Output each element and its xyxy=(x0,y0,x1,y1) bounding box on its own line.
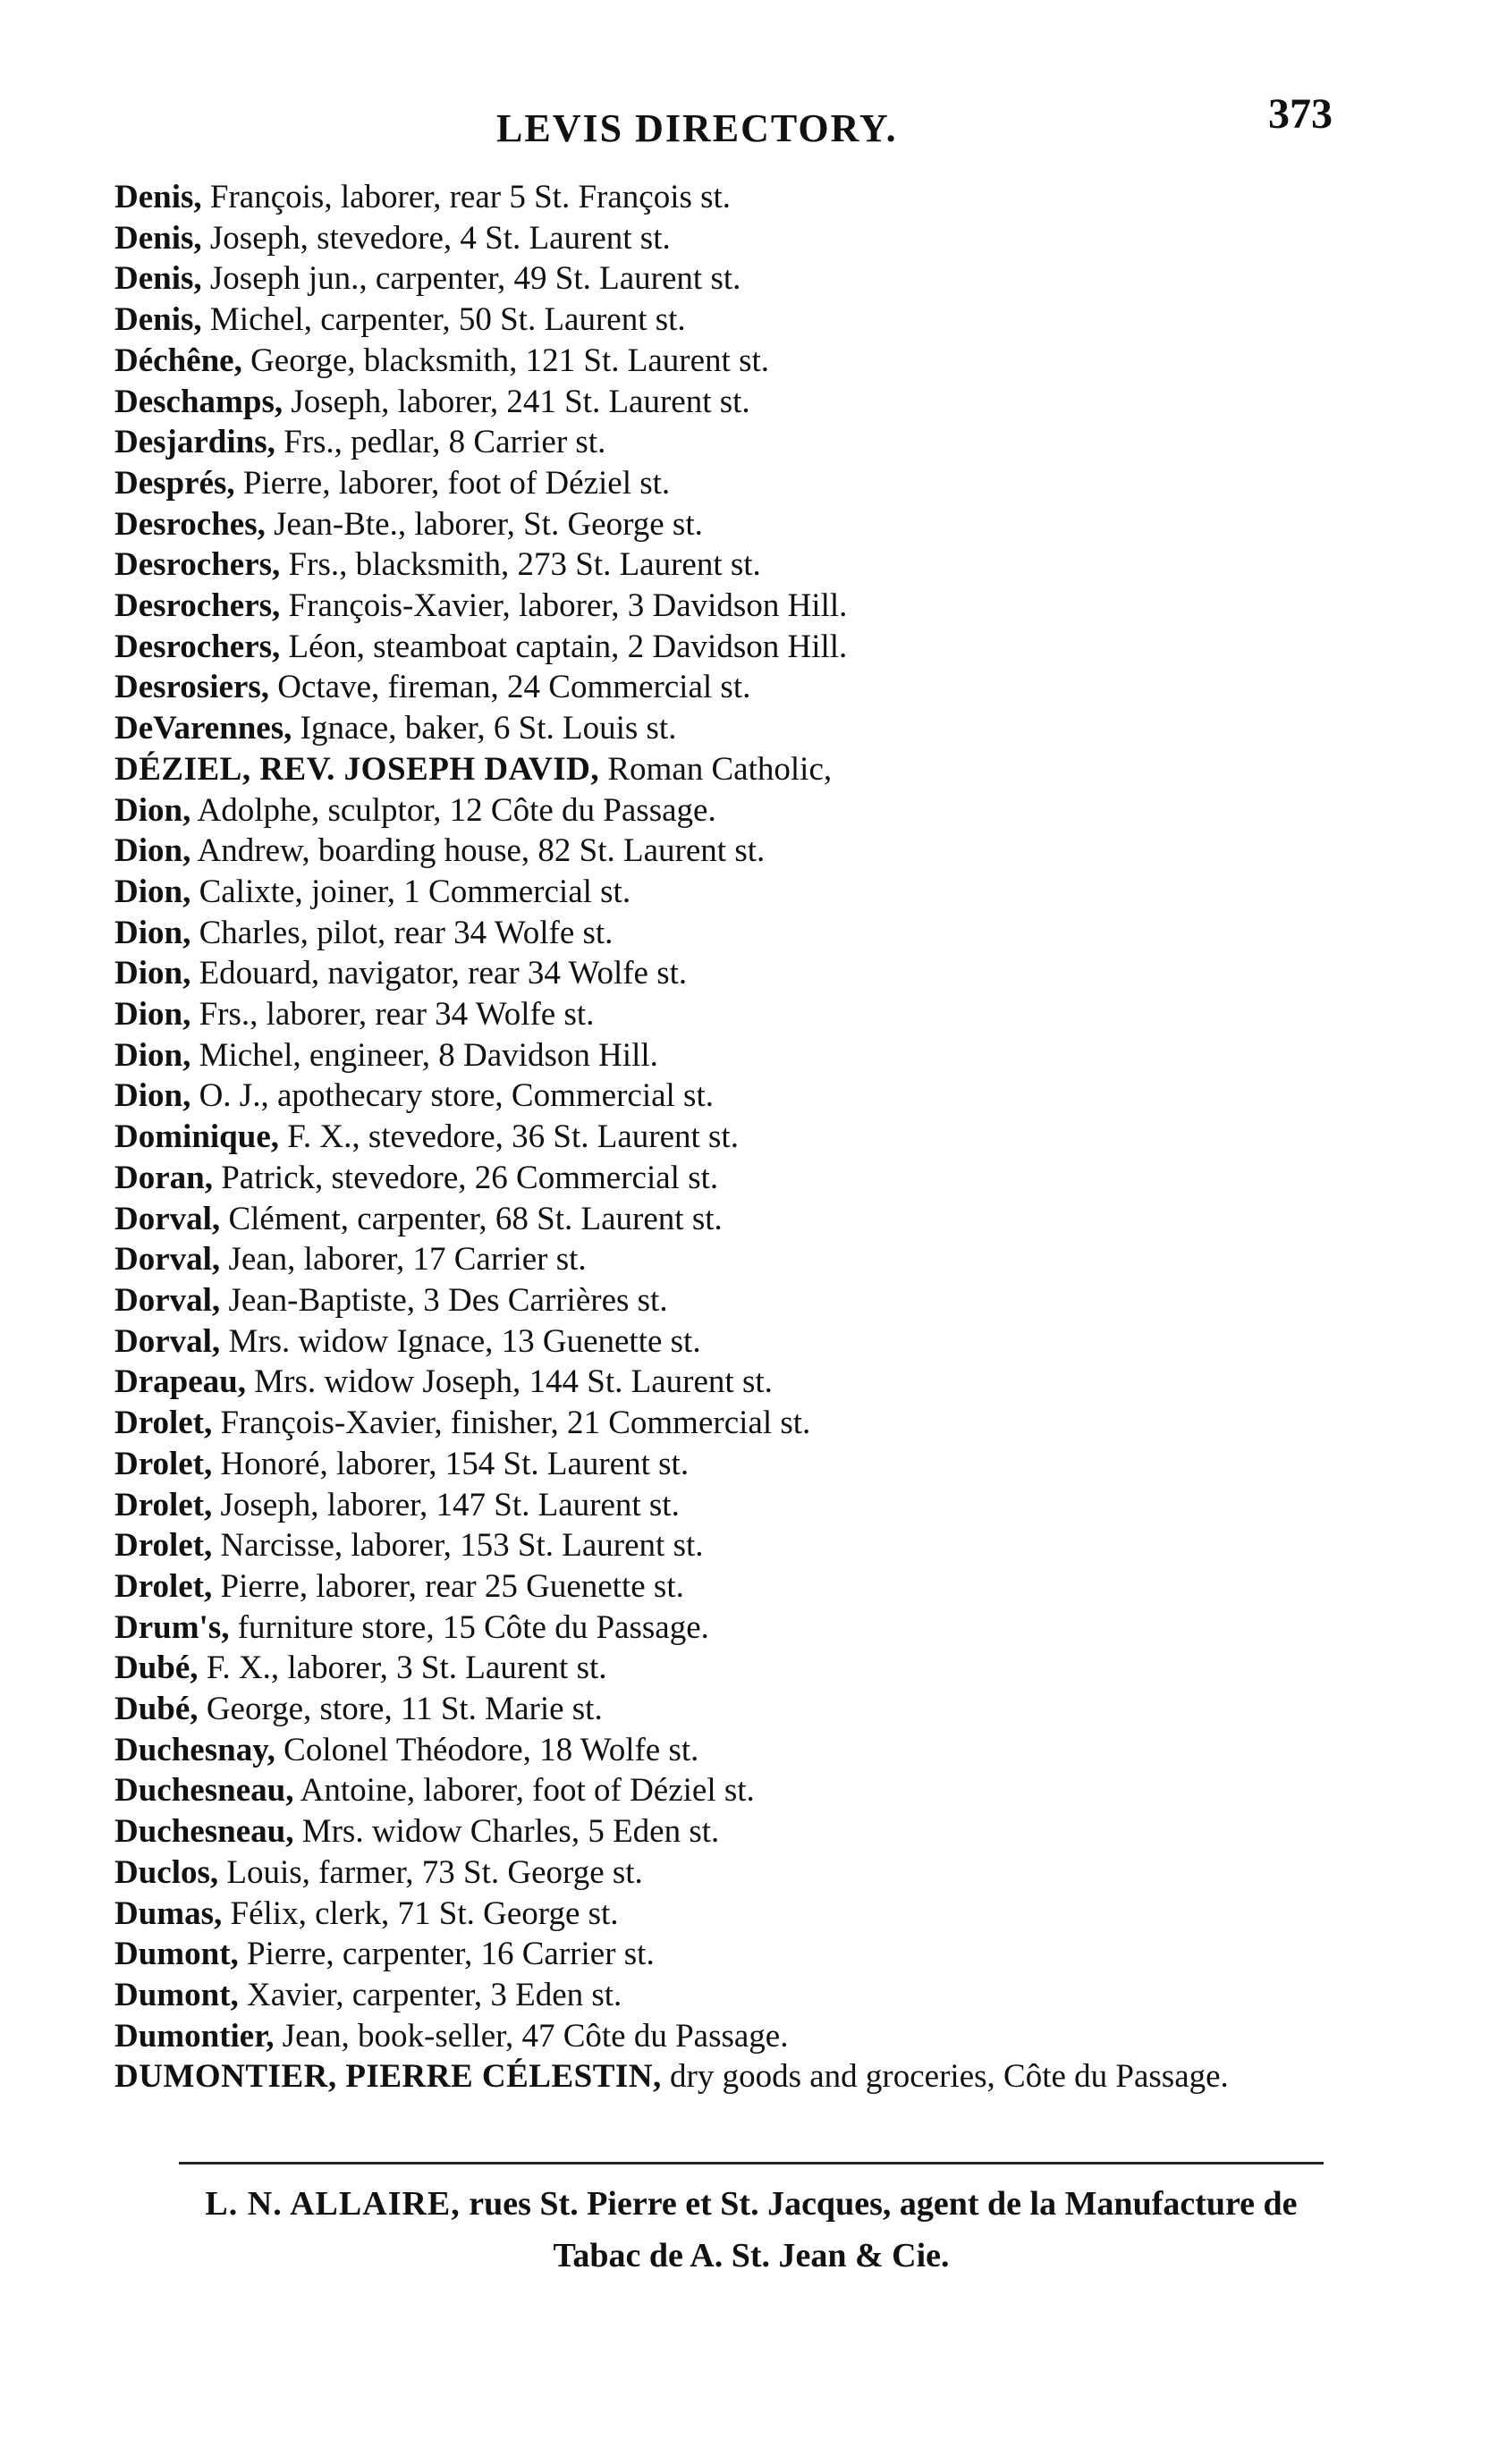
entry-name: Denis, xyxy=(114,301,202,339)
entry-name: Dumont, xyxy=(114,1936,239,1973)
directory-entry xyxy=(114,994,1367,1035)
entry-name: Dubé, xyxy=(114,1650,199,1687)
entry-details: Frs., pedlar, 8 Carrier st. xyxy=(275,424,606,461)
entry-name: Duchesneau, xyxy=(114,1813,294,1851)
entry-details: Michel, carpenter, 50 St. Laurent st. xyxy=(201,301,686,339)
entry-name: Desroches, xyxy=(114,505,266,543)
entry-details: Mrs. widow Ignace, 13 Guenette st. xyxy=(220,1322,701,1360)
directory-entry xyxy=(114,1730,1367,1771)
directory-entry xyxy=(114,1566,1367,1608)
directory-entry xyxy=(114,1076,1367,1117)
entry-details: Narcisse, laborer, 153 St. Laurent st. xyxy=(212,1527,704,1565)
entry-name: Drolet, xyxy=(114,1405,213,1442)
entry-details: Mrs. widow Charles, 5 Eden st. xyxy=(293,1813,720,1851)
entry-details: Patrick, stevedore, 26 Commercial st. xyxy=(212,1159,719,1196)
entry-name: Dorval, xyxy=(114,1281,221,1319)
entry-name: Denis, xyxy=(114,219,202,257)
directory-entry xyxy=(114,749,1367,790)
entry-details: dry goods and groceries, Côte du Passage. xyxy=(661,2058,1229,2096)
directory-entry xyxy=(114,1158,1367,1199)
directory-entry xyxy=(114,1403,1367,1444)
advertisement-name: L. N. ALLAIRE, xyxy=(205,2185,461,2223)
entry-details: Jean, laborer, 17 Carrier st. xyxy=(220,1241,587,1278)
directory-entry xyxy=(114,1485,1367,1526)
entry-name: Deschamps, xyxy=(114,383,284,420)
entry-details: Roman Catholic, xyxy=(599,750,833,788)
running-head: LEVIS DIRECTORY. xyxy=(496,106,898,150)
entry-name: Déchêne, xyxy=(114,342,242,379)
directory-entry xyxy=(114,544,1367,586)
entry-name: Dorval, xyxy=(114,1200,221,1237)
entry-name: Drum's, xyxy=(114,1608,230,1646)
entry-details: Joseph, stevedore, 4 St. Laurent st. xyxy=(201,219,671,257)
entry-details: Mrs. widow Joseph, 144 St. Laurent st. xyxy=(245,1363,773,1401)
entry-name: Duchesnay, xyxy=(114,1731,275,1768)
entry-name: Dion, xyxy=(114,832,191,870)
directory-entry xyxy=(114,300,1367,341)
entry-details: Pierre, laborer, rear 25 Guenette st. xyxy=(212,1567,684,1605)
entry-name: Desrosiers, xyxy=(114,669,269,706)
directory-entry xyxy=(114,1852,1367,1894)
advertisement-text: rues St. Pierre et St. Jacques, agent de la Manufacture de Tabac de A. St. Jean & Cie. xyxy=(460,2185,1298,2274)
entry-details: François-Xavier, laborer, 3 Davidson Hill. xyxy=(280,587,848,625)
entry-name: Drolet, xyxy=(114,1527,213,1565)
entry-details: George, store, 11 St. Marie st. xyxy=(198,1691,603,1728)
entry-details: Frs., blacksmith, 273 St. Laurent st. xyxy=(280,546,761,584)
directory-entry xyxy=(114,1321,1367,1363)
entry-details: Pierre, carpenter, 16 Carrier st. xyxy=(238,1936,655,1973)
entry-details: Jean, book-seller, 47 Côte du Passage. xyxy=(274,2017,789,2055)
entry-name: Dion, xyxy=(114,873,191,910)
entry-details: Louis, farmer, 73 St. George st. xyxy=(218,1853,643,1891)
directory-entry xyxy=(114,1239,1367,1280)
directory-entry xyxy=(114,2016,1367,2057)
directory-entry xyxy=(114,627,1367,668)
entry-name: Desrochers, xyxy=(114,628,281,665)
entry-details: furniture store, 15 Côte du Passage. xyxy=(229,1608,709,1646)
directory-entry xyxy=(114,463,1367,504)
entry-name: Dion, xyxy=(114,1036,191,1074)
entry-details: Edouard, navigator, rear 34 Wolfe st. xyxy=(190,955,688,992)
entry-details: Joseph jun., carpenter, 49 St. Laurent st. xyxy=(201,260,741,298)
entry-name: Desjardins, xyxy=(114,424,275,461)
entry-details: Ignace, baker, 6 St. Louis st. xyxy=(292,710,677,747)
directory-entry xyxy=(114,2056,1367,2097)
directory-entry xyxy=(114,1770,1367,1811)
entry-details: Jean-Bte., laborer, St. George st. xyxy=(265,505,703,543)
directory-entry xyxy=(114,708,1367,749)
directory-entry xyxy=(114,1035,1367,1076)
entry-details: Michel, engineer, 8 Davidson Hill. xyxy=(190,1036,658,1074)
entry-details: François-Xavier, finisher, 21 Commercial st. xyxy=(212,1405,811,1442)
entry-details: Adolphe, sculptor, 12 Côte du Passage. xyxy=(190,791,716,829)
entry-details: Clément, carpenter, 68 St. Laurent st. xyxy=(220,1200,723,1237)
entry-details: O. J., apothecary store, Commercial st. xyxy=(190,1077,714,1115)
entry-name: Desrochers, xyxy=(114,587,281,625)
entry-name: Dumontier, xyxy=(114,2017,275,2055)
directory-entry xyxy=(114,1362,1367,1403)
directory-entry xyxy=(114,831,1367,872)
directory-entry xyxy=(114,177,1367,218)
entry-name: Drolet, xyxy=(114,1445,213,1482)
directory-entry xyxy=(114,913,1367,954)
directory-entry xyxy=(114,1934,1367,1975)
entry-details: F. X., laborer, 3 St. Laurent st. xyxy=(198,1650,607,1687)
entry-details: Calixte, joiner, 1 Commercial st. xyxy=(190,873,631,910)
entry-name: Dominique, xyxy=(114,1118,280,1156)
entry-details: George, blacksmith, 121 St. Laurent st. xyxy=(241,342,769,379)
entry-details: Colonel Théodore, 18 Wolfe st. xyxy=(275,1731,699,1768)
entry-details: Honoré, laborer, 154 St. Laurent st. xyxy=(212,1445,690,1482)
entry-name: Dion, xyxy=(114,791,191,829)
directory-entry xyxy=(114,586,1367,627)
entry-name: Desrochers, xyxy=(114,546,281,584)
entry-name: Dion, xyxy=(114,914,191,951)
directory-entry xyxy=(114,667,1367,708)
directory-entry xyxy=(114,258,1367,300)
entry-name: Drolet, xyxy=(114,1567,213,1605)
entry-name: Duclos, xyxy=(114,1853,219,1891)
directory-entry xyxy=(114,1117,1367,1158)
entry-name: Dion, xyxy=(114,955,191,992)
entry-details: Xavier, carpenter, 3 Eden st. xyxy=(238,1976,622,2013)
entry-details: F. X., stevedore, 36 St. Laurent st. xyxy=(279,1118,739,1156)
entry-details: Octave, fireman, 24 Commercial st. xyxy=(268,669,751,706)
directory-entry xyxy=(114,1444,1367,1485)
entry-name: Drolet, xyxy=(114,1486,213,1523)
page-number: 373 xyxy=(1268,90,1333,138)
directory-entry xyxy=(114,790,1367,831)
directory-entry xyxy=(114,218,1367,259)
entry-name: Dorval, xyxy=(114,1241,221,1278)
entry-name: Després, xyxy=(114,464,235,502)
entry-name: DeVarennes, xyxy=(114,710,292,747)
directory-entry xyxy=(114,1199,1367,1240)
entry-name: Doran, xyxy=(114,1159,213,1196)
directory-entries xyxy=(114,177,1367,2097)
directory-entry xyxy=(114,872,1367,913)
entry-name: Duchesneau, xyxy=(114,1772,294,1810)
entry-name: Dion, xyxy=(114,1077,191,1115)
directory-entry xyxy=(114,382,1367,423)
directory-entry xyxy=(114,1280,1367,1321)
entry-name: Dubé, xyxy=(114,1691,199,1728)
entry-details: Antoine, laborer, foot of Déziel st. xyxy=(293,1772,755,1810)
entry-details: Joseph, laborer, 147 St. Laurent st. xyxy=(212,1486,680,1523)
entry-details: Joseph, laborer, 241 St. Laurent st. xyxy=(283,383,750,420)
entry-details: Andrew, boarding house, 82 St. Laurent st. xyxy=(190,832,766,870)
divider-rule xyxy=(179,2162,1324,2164)
entry-name: Denis, xyxy=(114,260,202,298)
entry-name: Dumont, xyxy=(114,1976,239,2013)
directory-entry xyxy=(114,1975,1367,2016)
entry-name: Dumas, xyxy=(114,1894,223,1932)
entry-name: DUMONTIER, PIERRE CÉLESTIN, xyxy=(114,2058,662,2096)
directory-entry xyxy=(114,1894,1367,1935)
entry-details: Pierre, laborer, foot of Déziel st. xyxy=(234,464,671,502)
entry-details: Charles, pilot, rear 34 Wolfe st. xyxy=(190,914,614,951)
directory-entry xyxy=(114,504,1367,545)
entry-details: Frs., laborer, rear 34 Wolfe st. xyxy=(190,996,595,1034)
directory-entry xyxy=(114,1689,1367,1730)
entry-details: Jean-Baptiste, 3 Des Carrières st. xyxy=(220,1281,668,1319)
directory-entry xyxy=(114,1608,1367,1649)
entry-name: Denis, xyxy=(114,179,202,215)
entry-name: DÉZIEL, REV. JOSEPH DAVID, xyxy=(114,750,600,788)
entry-details: Félix, clerk, 71 St. George st. xyxy=(222,1894,619,1932)
entry-details: Léon, steamboat captain, 2 Davidson Hill. xyxy=(280,628,848,665)
directory-entry xyxy=(114,1811,1367,1852)
directory-entry xyxy=(114,1648,1367,1689)
directory-entry xyxy=(114,422,1367,463)
entry-name: Dorval, xyxy=(114,1322,221,1360)
directory-entry xyxy=(114,953,1367,994)
directory-entry xyxy=(114,1525,1367,1566)
entry-name: Drapeau, xyxy=(114,1363,246,1401)
directory-entry xyxy=(114,341,1367,382)
entry-name: Dion, xyxy=(114,996,191,1034)
entry-details: François, laborer, rear 5 St. François st. xyxy=(201,179,732,215)
advertisement xyxy=(179,2178,1324,2282)
